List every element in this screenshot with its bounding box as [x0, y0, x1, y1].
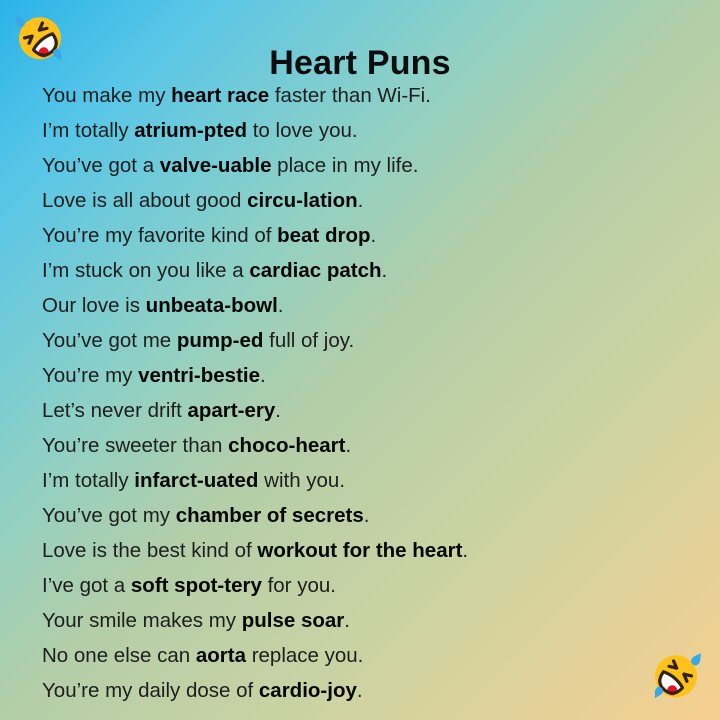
pun-text: Love is the best kind of [42, 539, 258, 562]
pun-bold-text: beat drop [277, 224, 371, 247]
pun-text: Your smile makes my [42, 609, 242, 632]
pun-bold-text: workout for the heart [257, 539, 463, 562]
pun-line [42, 183, 700, 218]
pun-text: I’m totally [42, 469, 135, 492]
pun-text: You’re sweeter than [42, 434, 229, 457]
pun-line [42, 288, 700, 323]
pun-line [42, 78, 700, 113]
pun-text: for you. [261, 574, 336, 597]
pun-line [42, 568, 700, 603]
pun-text: . [344, 609, 350, 632]
pun-text: with you. [258, 469, 346, 492]
pun-bold-text: ventri-bestie [138, 364, 260, 387]
pun-bold-text: cardio-joy [258, 679, 357, 702]
pun-text: . [357, 189, 364, 212]
pun-line [42, 603, 700, 638]
pun-bold-text: valve-uable [159, 154, 272, 177]
pun-bold-text: infarct-uated [134, 469, 259, 492]
pun-text: . [363, 504, 370, 527]
pun-text: . [260, 364, 266, 387]
pun-line [42, 428, 700, 463]
pun-text: . [381, 259, 388, 282]
pun-line [42, 253, 700, 288]
pun-text: You’re my daily dose of [42, 679, 259, 702]
pun-line [42, 498, 700, 533]
pun-text: . [277, 294, 284, 317]
pun-line [42, 148, 700, 183]
pun-text: to love you. [247, 119, 358, 142]
pun-text: . [275, 399, 281, 422]
pun-text: . [356, 679, 363, 702]
pun-text: . [370, 224, 377, 247]
pun-text: No one else can [42, 644, 196, 667]
pun-line [42, 358, 700, 393]
pun-text: full of joy. [263, 329, 355, 352]
pun-text: You make my [42, 84, 172, 107]
pun-line [42, 218, 700, 253]
pun-bold-text: soft spot-tery [130, 574, 262, 597]
pun-text: place in my life. [271, 154, 419, 177]
pun-bold-text: pulse soar [241, 609, 345, 632]
pun-bold-text: cardiac patch [249, 259, 382, 282]
pun-line [42, 673, 700, 708]
pun-text: I’m totally [42, 119, 135, 142]
pun-text: You’ve got my [42, 504, 176, 527]
pun-line [42, 463, 700, 498]
puns-list [42, 78, 700, 708]
pun-text: faster than Wi-Fi. [269, 84, 431, 107]
pun-bold-text: pump-ed [176, 329, 264, 352]
pun-text: . [345, 434, 352, 457]
pun-line [42, 393, 700, 428]
pun-bold-text: aorta [195, 644, 246, 667]
pun-text: Love is all about good [42, 189, 248, 212]
pun-text: Let’s never drift [42, 399, 188, 422]
page-title: Heart Puns [269, 43, 451, 82]
pun-line [42, 638, 700, 673]
pun-text: I’ve got a [42, 574, 131, 597]
pun-text: You’ve got me [42, 329, 177, 352]
pun-bold-text: circu-lation [247, 189, 358, 212]
pun-line [42, 323, 700, 358]
pun-text: . [462, 539, 469, 562]
pun-bold-text: atrium-pted [134, 119, 248, 142]
pun-text: You’ve got a [42, 154, 160, 177]
pun-bold-text: heart race [171, 84, 270, 107]
pun-text: I’m stuck on you like a [42, 259, 250, 282]
pun-bold-text: apart-ery [187, 399, 276, 422]
pun-text: You’re my favorite kind of [42, 224, 278, 247]
pun-bold-text: chamber of secrets [175, 504, 364, 527]
pun-line [42, 533, 700, 568]
pun-line [42, 113, 700, 148]
pun-text: Our love is [42, 294, 146, 317]
pun-text: replace you. [246, 644, 364, 667]
pun-text: You’re my [42, 364, 139, 387]
pun-bold-text: choco-heart [228, 434, 346, 457]
pun-bold-text: unbeata-bowl [145, 294, 278, 317]
